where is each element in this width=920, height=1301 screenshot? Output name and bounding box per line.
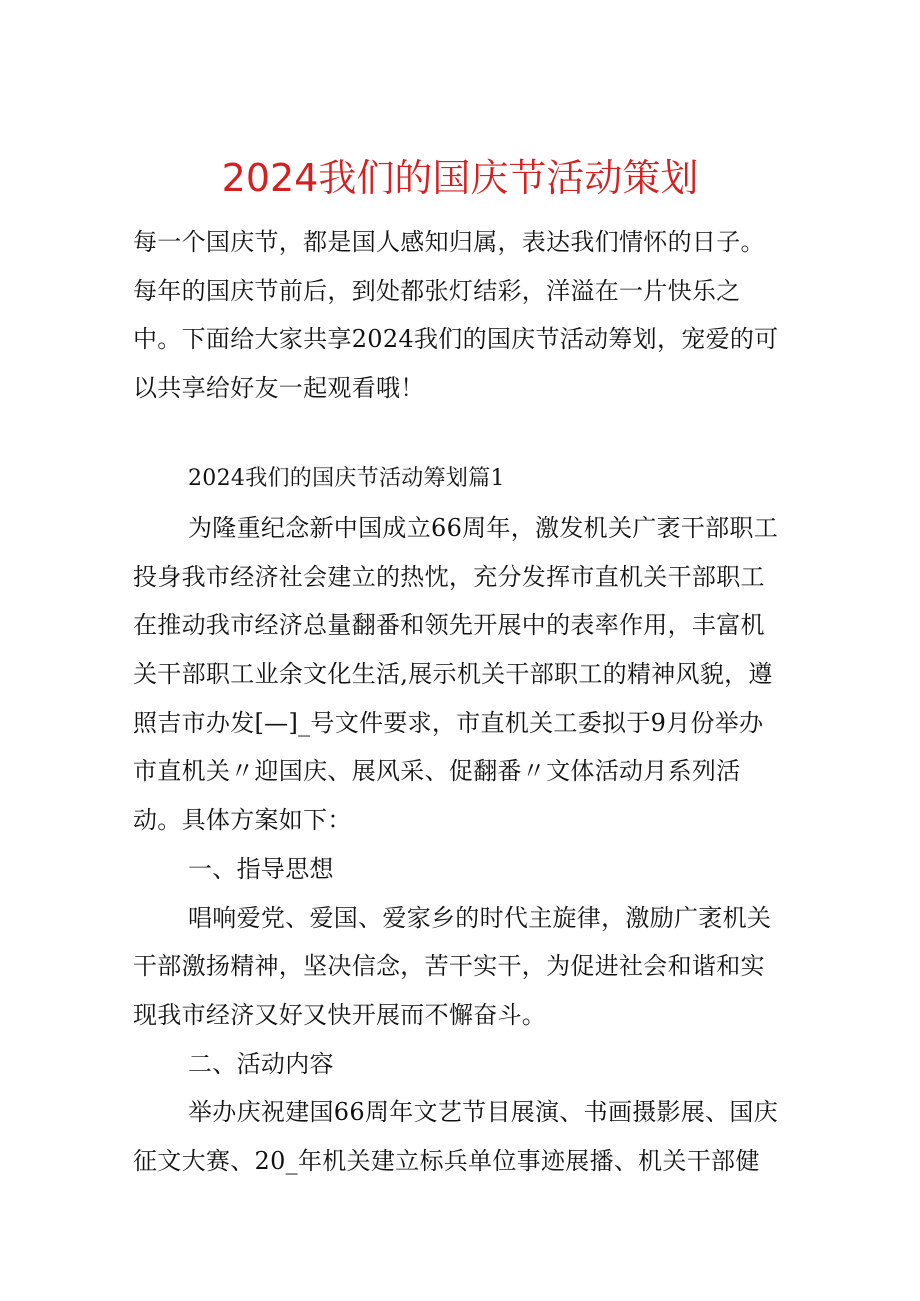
section-subheading: 二、活动内容 <box>188 1049 334 1078</box>
document-title: 2024我们的国庆节活动策划 <box>221 156 699 200</box>
body-line: 动。具体方案如下： <box>133 806 352 835</box>
section-heading: 2024我们的国庆节活动筹划篇1 <box>188 466 505 491</box>
body-paragraphs <box>133 504 793 1186</box>
intro-line: 以共享给好友一起观看哦！ <box>133 374 425 403</box>
body-line: 征文大赛、20_年机关建立标兵单位事迹展播、机关干部健 <box>133 1146 760 1175</box>
body-line: 为隆重纪念新中国成立66周年，激发机关广袤干部职工 <box>188 514 779 542</box>
intro-paragraph <box>133 218 793 413</box>
body-line: 投身我市经济社会建立的热忱，充分发挥市直机关干部职工 <box>133 562 765 591</box>
body-line: 市直机关〃迎国庆、展风采、促翻番〃文体活动月系列活 <box>133 757 741 786</box>
body-line: 在推动我市经济总量翻番和领先开展中的表率作用，丰富机 <box>133 611 765 640</box>
body-line: 干部激扬精神，坚决信念，苦干实干，为促进社会和谐和实 <box>133 952 765 981</box>
section-heading-block <box>133 455 793 504</box>
intro-line: 中。下面给大家共享2024我们的国庆节活动筹划，宠爱的可 <box>133 325 779 354</box>
body-line: 唱响爱党、爱国、爱家乡的时代主旋律，激励广袤机关 <box>188 903 772 932</box>
intro-line: 每一个国庆节，都是国人感知归属，表达我们情怀的日子。 <box>133 228 765 256</box>
body-line: 照吉市办发[—]_号文件要求，市直机关工委拟于9月份举办 <box>133 708 764 737</box>
body-line: 现我市经济又好又快开展而不懈奋斗。 <box>133 1000 547 1029</box>
intro-line: 每年的国庆节前后，到处都张灯结彩，洋溢在一片快乐之 <box>133 276 741 305</box>
body-line: 举办庆祝建国66周年文艺节目展演、书画摄影展、国庆 <box>188 1098 779 1127</box>
body-line: 关干部职工业余文化生活,展示机关干部职工的精神风貌，遵 <box>133 660 773 689</box>
section-subheading: 一、指导思想 <box>188 854 334 883</box>
